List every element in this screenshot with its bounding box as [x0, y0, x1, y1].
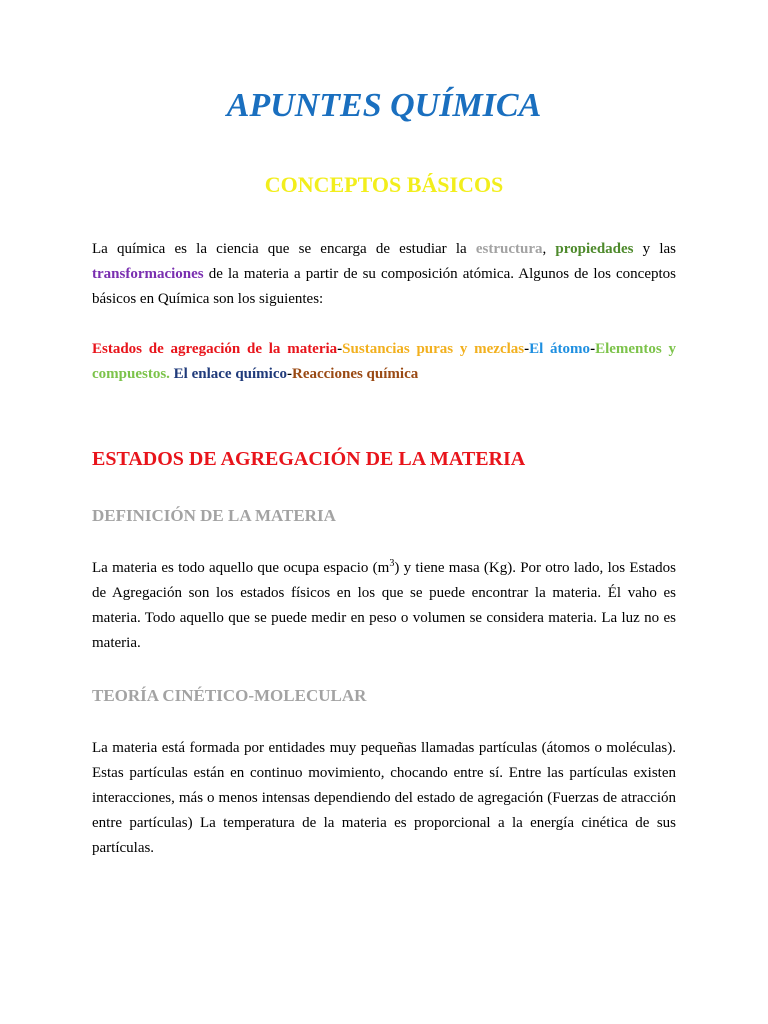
topics-list — [92, 337, 676, 387]
document-subtitle: CONCEPTOS BÁSICOS — [264, 172, 504, 197]
definicion-paragraph — [92, 556, 676, 656]
intro-text: de la materia a partir de su composición atómica. Algunos de los conceptos básicos en Química son los siguientes: — [92, 266, 676, 307]
section-heading-estados: ESTADOS DE AGREGACIÓN DE LA MATERIA — [92, 448, 526, 470]
topic-reacciones: Reacciones química — [292, 366, 419, 382]
subheading-definicion: DEFINICIÓN DE LA MATERIA — [92, 506, 336, 525]
subheading-teoria: TEORÍA CINÉTICO-MOLECULAR — [92, 686, 367, 705]
topic-separator: - — [524, 341, 530, 357]
intro-text: La química es la ciencia que se encarga de estudiar la — [92, 241, 476, 257]
definicion-text: La materia es todo aquello que ocupa espacio (m — [92, 560, 390, 576]
superscript: 3 — [389, 558, 395, 569]
topic-elementos: Elementos y compuestos. — [92, 341, 676, 382]
topic-separator: - — [287, 366, 292, 382]
intro-paragraph — [92, 237, 676, 312]
topic-estados: Estados de agregación de la materia — [92, 341, 338, 357]
document-title: APUNTES QUÍMICA — [226, 87, 542, 124]
keyword-estructura: estructura — [475, 241, 543, 257]
topic-sustancias: Sustancias puras y mezclas — [342, 341, 525, 357]
keyword-propiedades: propiedades — [555, 241, 634, 257]
definicion-text: ) y tiene masa (Kg). Por otro lado, los Estados de Agregación son los estados físicos en los que se puede encontrar la materia. Él vaho es materia. Todo aquello que se puede medir en peso o volumen se considera materia. La luz no es materia. — [92, 560, 677, 651]
intro-text: y las — [633, 241, 677, 257]
teoria-paragraph: La materia está formada por entidades muy pequeñas llamadas partículas (átomos o moléculas). Estas partículas están en continuo movimiento, chocando entre sí. Entre las partículas existen interacciones, más o menos intensas dependiendo del estado de agregación (Fuerzas de atracción entre partículas) La temperatura de la materia es proporcional a la energía cinética de sus partículas. — [92, 740, 676, 856]
keyword-transformaciones: transformaciones — [92, 266, 204, 282]
topic-separator: - — [337, 341, 343, 357]
intro-text: , — [542, 241, 556, 257]
topic-separator: - — [590, 341, 596, 357]
topic-enlace: El enlace químico — [173, 366, 287, 382]
topic-atomo: El átomo — [529, 341, 591, 357]
